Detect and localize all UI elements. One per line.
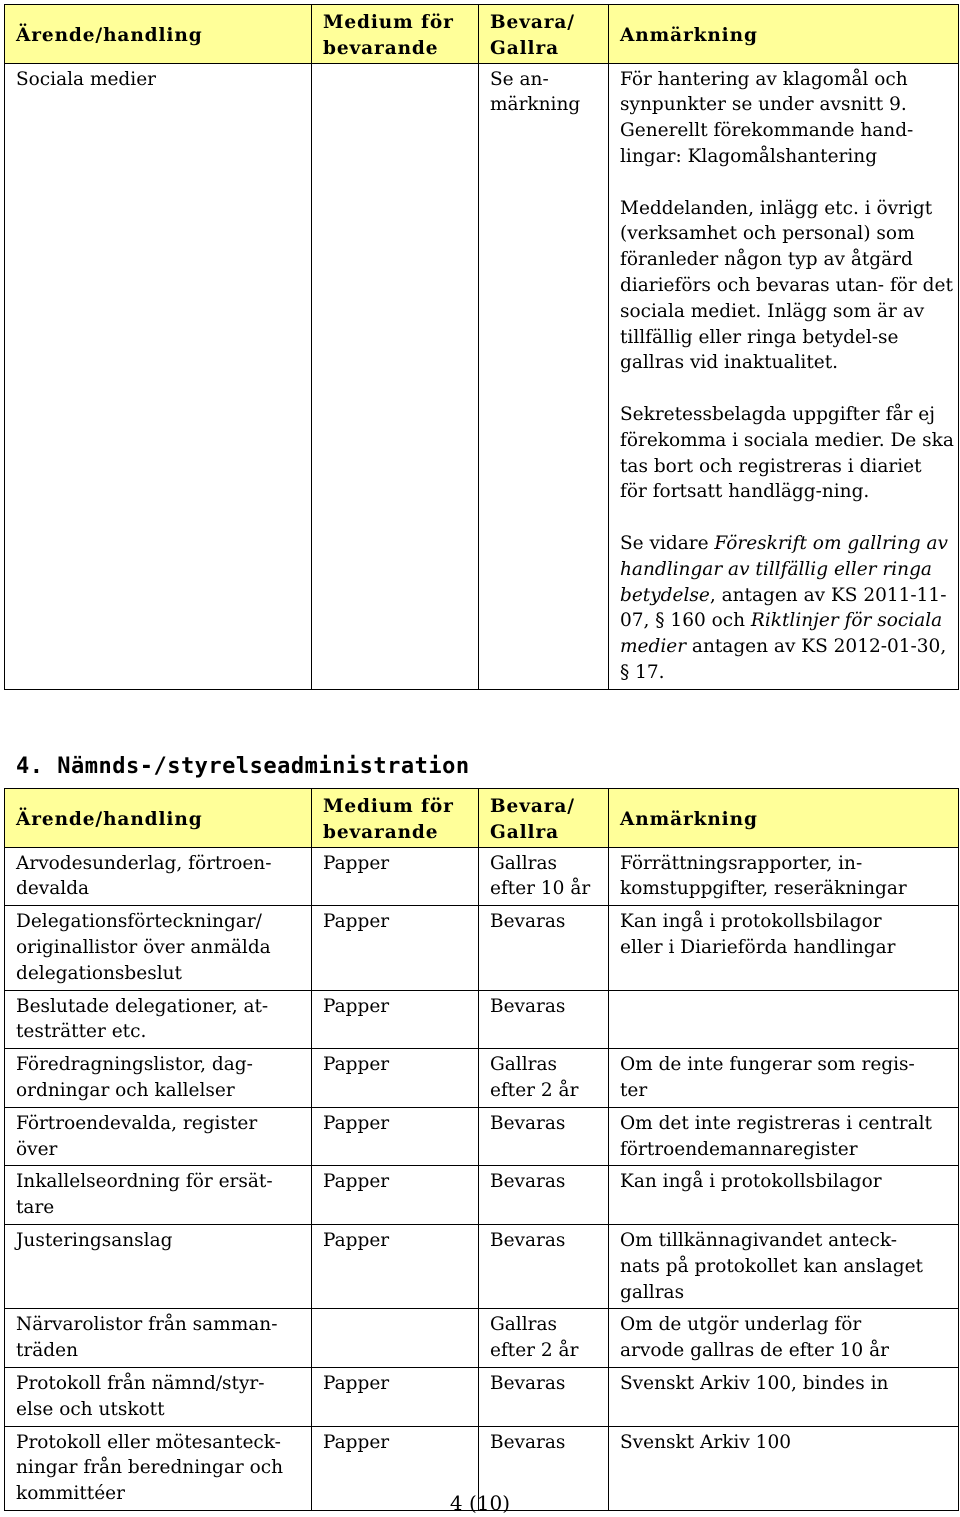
header-bevara: Bevara/ Gallra (479, 5, 609, 64)
cell-bevara: Gallras efter 2 år (479, 1049, 609, 1108)
header-arende: Ärende/handling (5, 5, 312, 64)
cell-arende: Förtroendevalda, register över (5, 1107, 312, 1166)
note-text: Se vidare (620, 532, 715, 554)
cell-bevara: Bevaras (479, 1107, 609, 1166)
cell-medium: Papper (312, 1224, 479, 1308)
retention-table-social-media (4, 4, 959, 690)
cell-anmarkning: Om de utgör underlag för arvode gallras de efter 10 år (609, 1309, 959, 1368)
cell-medium: Papper (312, 847, 479, 906)
cell-bevara: Bevaras (479, 1426, 609, 1510)
note-text: antagen av KS 2012-01-30, § 17. (620, 636, 947, 683)
cell-arende: Inkallelseordning för ersät- tare (5, 1166, 312, 1225)
header-bevara: Bevara/ Gallra (479, 789, 609, 848)
cell-arende: Arvodesunderlag, förtroen- devalda (5, 847, 312, 906)
note-text: , antagen av KS 2011-11-07, § 160 och (620, 584, 947, 632)
cell-anmarkning: Om det inte registreras i centralt förtroendemannaregister (609, 1107, 959, 1166)
note-reference-title: Riktlinjer för sociala medier (620, 610, 943, 658)
table-row (5, 1309, 959, 1368)
cell-anmarkning: Kan ingå i protokollsbilagor eller i Diarieförda handlingar (609, 906, 959, 990)
cell-medium: Papper (312, 1049, 479, 1108)
cell-medium: Papper (312, 1426, 479, 1510)
cell-arende: Föredragningslistor, dag- ordningar och kallelser (5, 1049, 312, 1108)
cell-bevara: Bevaras (479, 1166, 609, 1225)
note-paragraph: Sekretessbelagda uppgifter får ej förekomma i sociala medier. De ska tas bort och registreras i diariet för fortsatt handlägg-ning. (620, 403, 954, 503)
cell-bevara: Bevaras (479, 1224, 609, 1308)
cell-medium: Papper (312, 990, 479, 1049)
cell-arende: Delegationsförteckningar/ originallistor över anmälda delegationsbeslut (5, 906, 312, 990)
table-row (5, 1224, 959, 1308)
cell-medium: Papper (312, 906, 479, 990)
note-paragraph: Meddelanden, inlägg etc. i övrigt (verksamhet och personal) som föranleder någon typ av åtgärd diarieförs och bevaras utan- för det sociala mediet. Inlägg som är av tillfällig eller ringa betydel-se gallras vid inaktualitet. (620, 197, 953, 374)
cell-bevara: Gallras efter 10 år (479, 847, 609, 906)
header-arende: Ärende/handling (5, 789, 312, 848)
cell-anmarkning: Om tillkännagivandet anteck- nats på protokollet kan anslaget gallras (609, 1224, 959, 1308)
table-row (5, 906, 959, 990)
cell-anmarkning: Om de inte fungerar som regis- ter (609, 1049, 959, 1108)
cell-bevara: Bevaras (479, 990, 609, 1049)
section-heading: 4. Nämnds-/styrelseadministration (16, 754, 470, 779)
cell-bevara: Bevaras (479, 906, 609, 990)
table-row (5, 63, 959, 689)
table-body (5, 847, 959, 1510)
cell-medium: Papper (312, 1107, 479, 1166)
cell-arende: Sociala medier (5, 63, 312, 689)
table-row (5, 847, 959, 906)
note-paragraph: För hantering av klagomål och synpunkter se under avsnitt 9. Generellt förekommande hand-lingar: Klagomålshantering (620, 68, 914, 167)
table-row (5, 1107, 959, 1166)
table-row (5, 1166, 959, 1225)
header-medium: Medium för bevarande (312, 5, 479, 64)
cell-anmarkning: Förrättningsrapporter, in- komstuppgifter, reseräkningar (609, 847, 959, 906)
cell-bevara: Se an- märkning (479, 63, 609, 689)
cell-arende: Protokoll från nämnd/styr- else och utskott (5, 1367, 312, 1426)
cell-anmarkning (609, 990, 959, 1049)
table-row (5, 1367, 959, 1426)
cell-bevara: Gallras efter 2 år (479, 1309, 609, 1368)
note-reference-title: Föreskrift om gallring av handlingar av tillfällig eller ringa betydelse (620, 532, 948, 606)
cell-anmarkning: Svenskt Arkiv 100, bindes in (609, 1367, 959, 1426)
cell-arende: Beslutade delegationer, at- testrätter etc. (5, 990, 312, 1049)
table-header-row (5, 789, 959, 848)
table-header-row (5, 5, 959, 64)
cell-bevara: Bevaras (479, 1367, 609, 1426)
header-medium: Medium för bevarande (312, 789, 479, 848)
cell-medium (312, 1309, 479, 1368)
page-number: 4 (10) (449, 1491, 511, 1515)
cell-arende: Protokoll eller mötesanteck- ningar från beredningar och kommittéer (5, 1426, 312, 1510)
cell-arende: Justeringsanslag (5, 1224, 312, 1308)
cell-medium: Papper (312, 1166, 479, 1225)
header-anmarkning: Anmärkning (609, 789, 959, 848)
cell-medium: Papper (312, 1367, 479, 1426)
header-anmarkning: Anmärkning (609, 5, 959, 64)
table-row (5, 1049, 959, 1108)
retention-table-board-administration (4, 788, 959, 1511)
cell-anmarkning (609, 63, 959, 689)
cell-anmarkning: Svenskt Arkiv 100 (609, 1426, 959, 1510)
cell-medium (312, 63, 479, 689)
cell-anmarkning: Kan ingå i protokollsbilagor (609, 1166, 959, 1225)
table-row (5, 990, 959, 1049)
note-paragraph-references (620, 531, 954, 686)
cell-arende: Närvarolistor från samman- träden (5, 1309, 312, 1368)
